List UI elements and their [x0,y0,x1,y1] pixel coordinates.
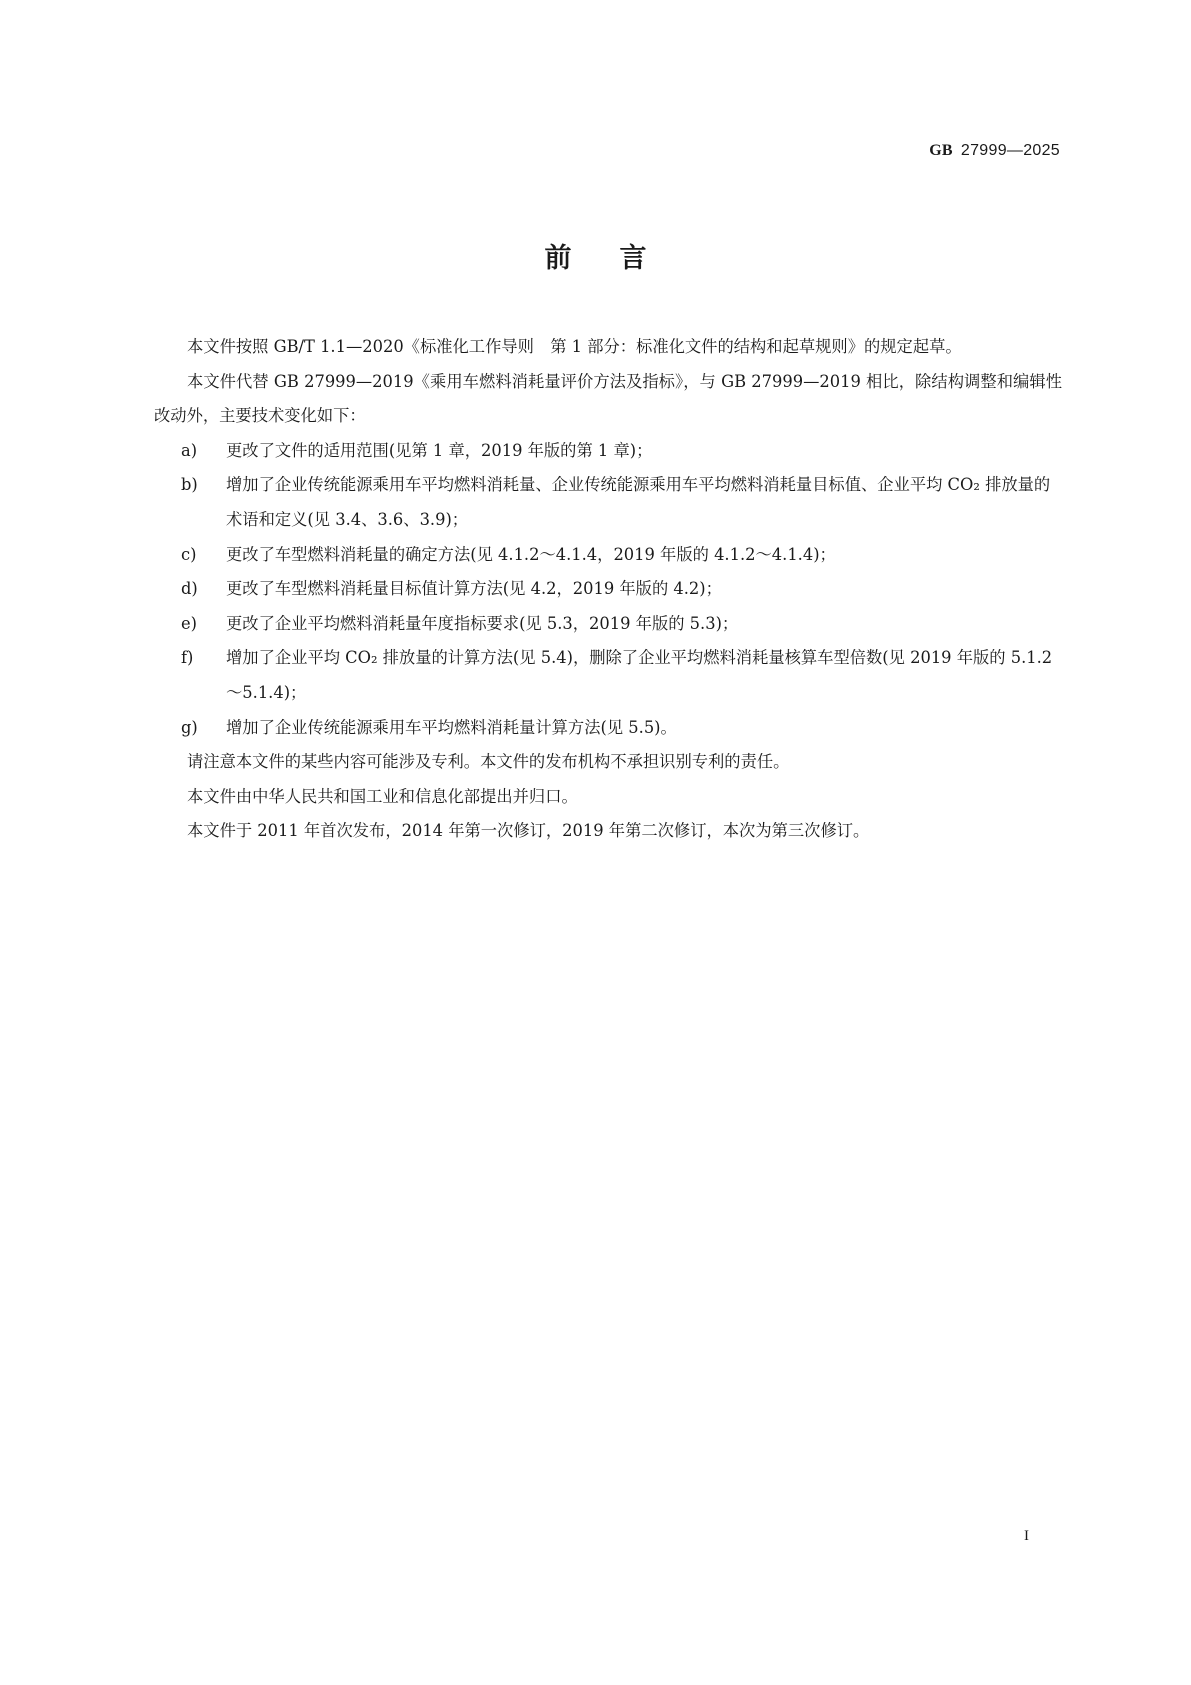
list-item [154,434,1062,469]
list-item [154,711,1062,746]
paragraph-patent-notice: 请注意本文件的某些内容可能涉及专利。本文件的发布机构不承担识别专利的责任。 [187,752,790,772]
document-body [154,330,1062,849]
list-item-label: b) [181,475,198,495]
list-item-label: g) [181,717,198,737]
paragraph-drafting-rules: 本文件按照 GB/T 1.1—2020《标准化工作导则 第 1 部分：标准化文件的结构和起草规则》的规定起草。 [187,337,962,356]
list-item-text: 增加了企业传统能源乘用车平均燃料消耗量计算方法(见 5.5)。 [226,717,677,737]
list-item [154,468,1062,537]
standard-number: 27999—2025 [960,142,1060,159]
list-item-label: f) [181,648,194,668]
list-item [154,538,1062,573]
list-item-text: 更改了车型燃料消耗量的确定方法(见 4.1.2～4.1.4，2019 年版的 4.1.2～4.1.4)； [226,544,836,564]
list-item [154,572,1062,607]
paragraph-replacement: 本文件代替 GB 27999—2019《乘用车燃料消耗量评价方法及指标》，与 GB 27999—2019 相比，除结构调整和编辑性改动外，主要技术变化如下： [154,371,1062,426]
standard-prefix: GB [929,142,953,159]
list-item-text: 增加了企业传统能源乘用车平均燃料消耗量、企业传统能源乘用车平均燃料消耗量目标值、企业平均 CO₂ 排放量的术语和定义(见 3.4、3.6、3.9)； [226,475,1051,529]
list-item-text: 更改了车型燃料消耗量目标值计算方法(见 4.2，2019 年版的 4.2)； [226,579,722,599]
list-item [154,641,1062,710]
standard-code [929,140,1060,160]
page-title: 前言 [544,243,695,274]
paragraph-proposer: 本文件由中华人民共和国工业和信息化部提出并归口。 [187,786,578,806]
list-item-text: 更改了企业平均燃料消耗量年度指标要求(见 5.3，2019 年版的 5.3)； [226,613,739,633]
page-number: I [1024,1528,1029,1544]
list-item [154,607,1062,642]
list-item-label: c) [181,544,197,564]
list-item-text: 更改了文件的适用范围(见第 1 章，2019 年版的第 1 章)； [226,440,653,460]
list-item-label: e) [181,613,197,633]
list-item-text: 增加了企业平均 CO₂ 排放量的计算方法(见 5.4)，删除了企业平均燃料消耗量核算车型倍数(见 2019 年版的 5.1.2～5.1.4)； [226,648,1053,702]
list-item-label: d) [181,579,198,599]
list-item-label: a) [181,440,198,460]
paragraph-history: 本文件于 2011 年首次发布，2014 年第一次修订，2019 年第二次修订，本次为第三次修订。 [187,821,870,841]
